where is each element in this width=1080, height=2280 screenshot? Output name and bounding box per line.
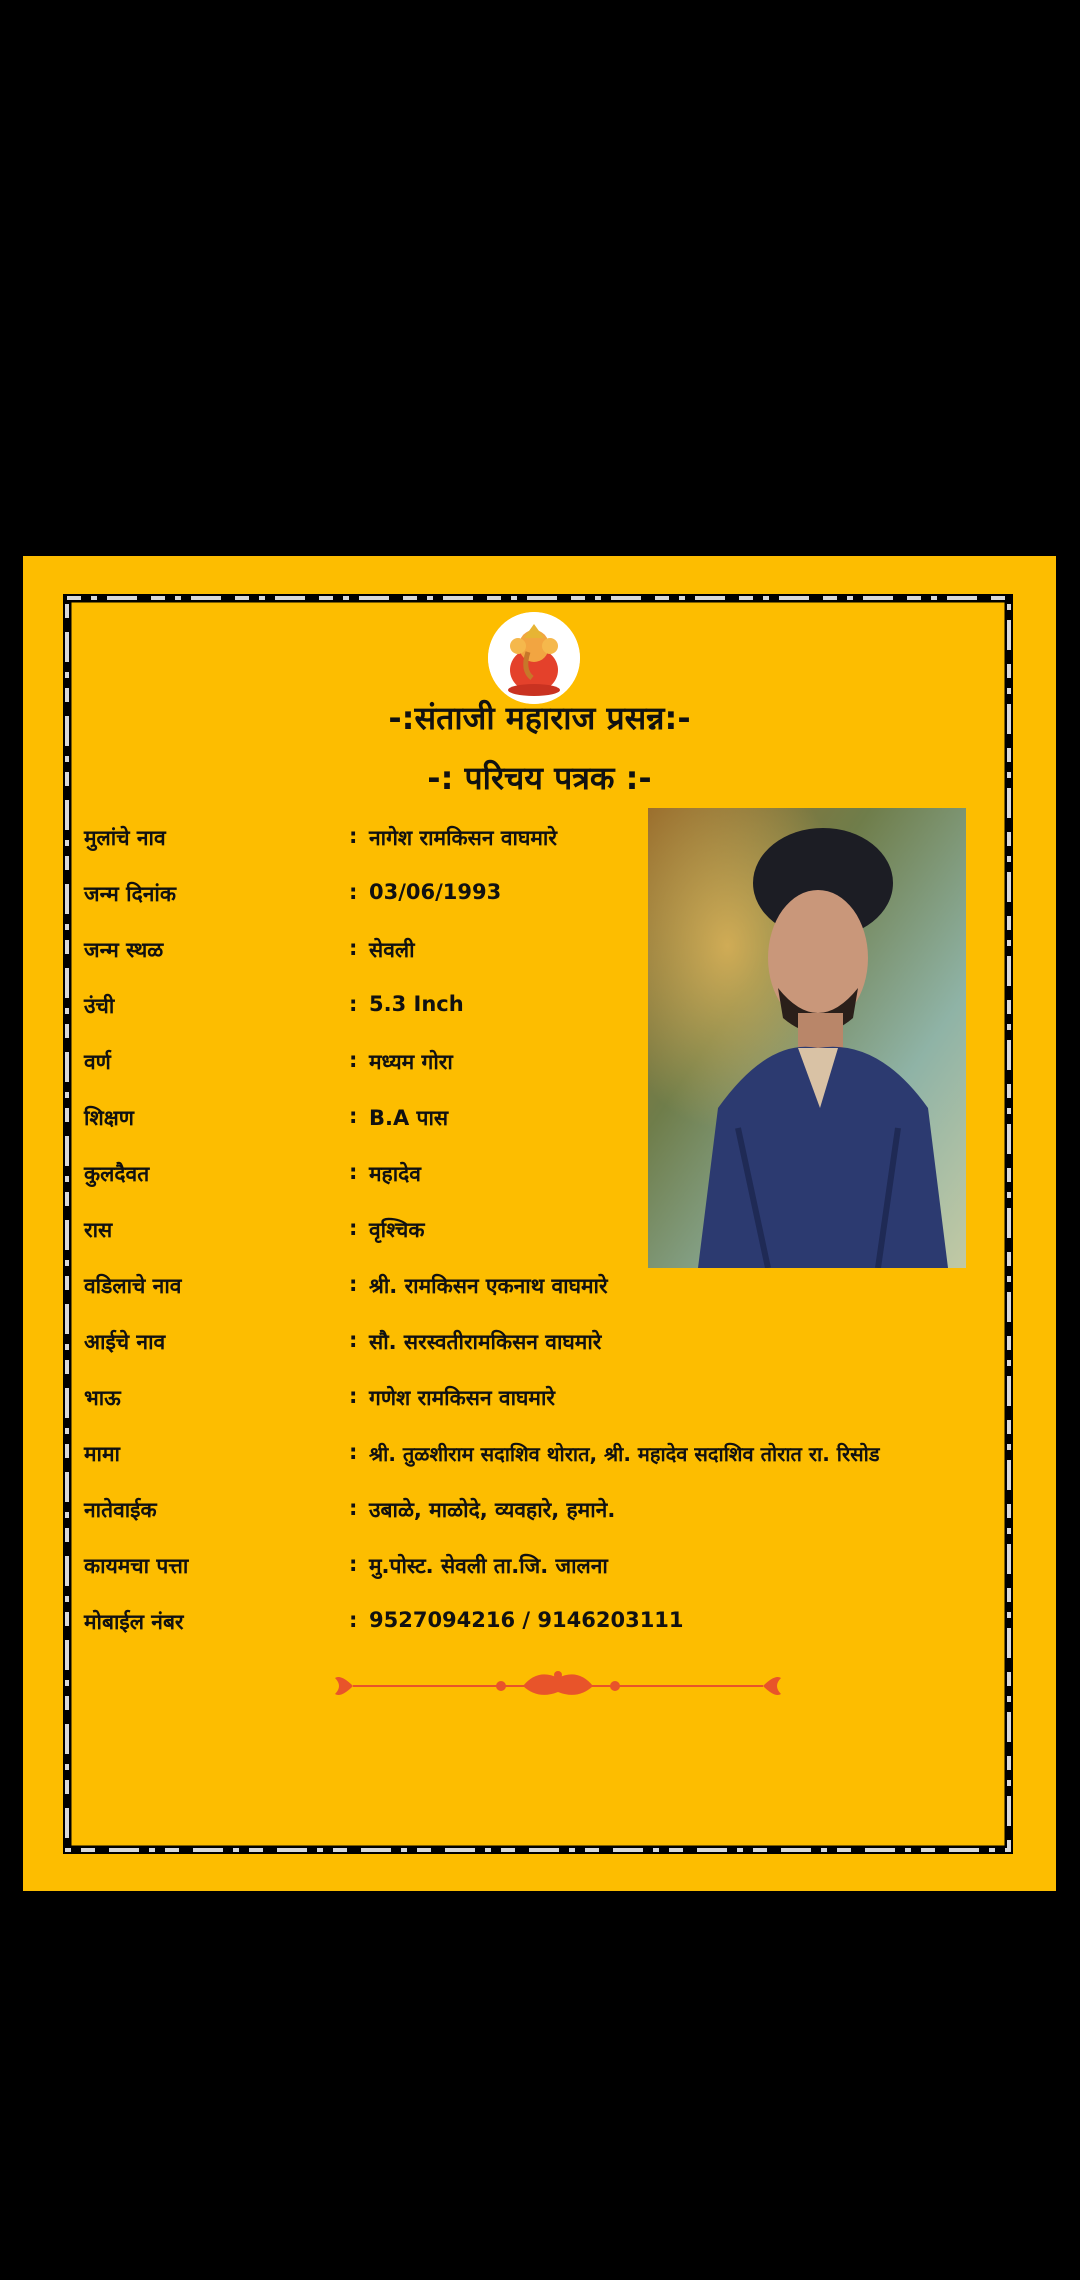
detail-value: श्री. तुळशीराम सदाशिव थोरात, श्री. महादेव सदाशिव तोरात रा. रिसोड: [369, 1442, 880, 1466]
detail-label: मामा: [84, 1442, 120, 1466]
detail-value: नागेश रामकिसन वाघमारे: [369, 826, 557, 850]
detail-value: सौ. सरस्वतीरामकिसन वाघमारे: [369, 1330, 602, 1354]
detail-label: जन्म स्थळ: [84, 938, 164, 962]
detail-label: वडिलाचे नाव: [84, 1274, 182, 1298]
detail-value: उबाळे, माळोदे, व्यवहारे, हमाने.: [369, 1498, 616, 1522]
detail-value: 5.3 Inch: [369, 992, 464, 1016]
detail-row-complexion: वर्ण : मध्यम गोरा: [84, 1048, 453, 1074]
detail-row-height: उंची : 5.3 Inch: [84, 992, 464, 1018]
detail-row-education: शिक्षण : B.A पास: [84, 1104, 449, 1130]
detail-label: जन्म दिनांक: [84, 882, 176, 906]
detail-label: मुलांचे नाव: [84, 826, 166, 850]
detail-label: भाऊ: [84, 1386, 121, 1410]
detail-value: मध्यम गोरा: [369, 1050, 453, 1074]
detail-value: मु.पोस्ट. सेवली ता.जि. जालना: [369, 1554, 608, 1578]
detail-label: कायमचा पत्ता: [84, 1554, 189, 1578]
page-subtitle: -: परिचय पत्रक :-: [427, 759, 652, 797]
detail-row-name: मुलांचे नाव : नागेश रामकिसन वाघमारे: [84, 824, 557, 850]
detail-label: रास: [84, 1218, 113, 1242]
detail-value: महादेव: [369, 1162, 421, 1186]
ornament-divider-icon: [333, 1666, 783, 1706]
detail-label: आईचे नाव: [84, 1330, 166, 1354]
detail-row-birth-place: जन्म स्थळ : सेवली: [84, 936, 415, 962]
detail-value: B.A पास: [369, 1106, 449, 1130]
detail-value: श्री. रामकिसन एकनाथ वाघमारे: [369, 1274, 608, 1298]
detail-row-relatives: नातेवाईक : उबाळे, माळोदे, व्यवहारे, हमाने.: [84, 1496, 616, 1522]
page-title: -:संताजी महाराज प्रसन्न:-: [388, 699, 691, 737]
detail-label: नातेवाईक: [84, 1498, 157, 1522]
detail-label: उंची: [84, 994, 115, 1018]
detail-value: गणेश रामकिसन वाघमारे: [369, 1386, 556, 1410]
detail-label: कुलदैवत: [84, 1162, 150, 1186]
detail-row-address: कायमचा पत्ता : मु.पोस्ट. सेवली ता.जि. जालना: [84, 1552, 608, 1578]
detail-row-birth-date: जन्म दिनांक : 03/06/1993: [84, 880, 502, 906]
detail-row-brother: भाऊ : गणेश रामकिसन वाघमारे: [84, 1384, 556, 1410]
detail-label: वर्ण: [84, 1050, 111, 1074]
detail-row-maternal-uncle: मामा : श्री. तुळशीराम सदाशिव थोरात, श्री. महादेव सदाशिव तोरात रा. रिसोड: [84, 1440, 880, 1466]
detail-label: मोबाईल नंबर: [84, 1610, 184, 1634]
detail-row-father-name: वडिलाचे नाव : श्री. रामकिसन एकनाथ वाघमारे: [84, 1272, 608, 1298]
detail-value: 9527094216 / 9146203111: [369, 1608, 684, 1632]
biodata-card: [23, 556, 1056, 1891]
detail-value: 03/06/1993: [369, 880, 502, 904]
detail-value: वृश्चिक: [369, 1218, 425, 1242]
detail-row-zodiac: रास : वृश्चिक: [84, 1216, 425, 1242]
detail-label: शिक्षण: [84, 1106, 134, 1130]
detail-value: सेवली: [369, 938, 415, 962]
detail-row-mother-name: आईचे नाव : सौ. सरस्वतीरामकिसन वाघमारे: [84, 1328, 602, 1354]
ganesha-logo-icon: [488, 612, 580, 704]
detail-row-family-deity: कुलदैवत : महादेव: [84, 1160, 421, 1186]
detail-row-mobile: मोबाईल नंबर : 9527094216 / 9146203111: [84, 1608, 684, 1634]
